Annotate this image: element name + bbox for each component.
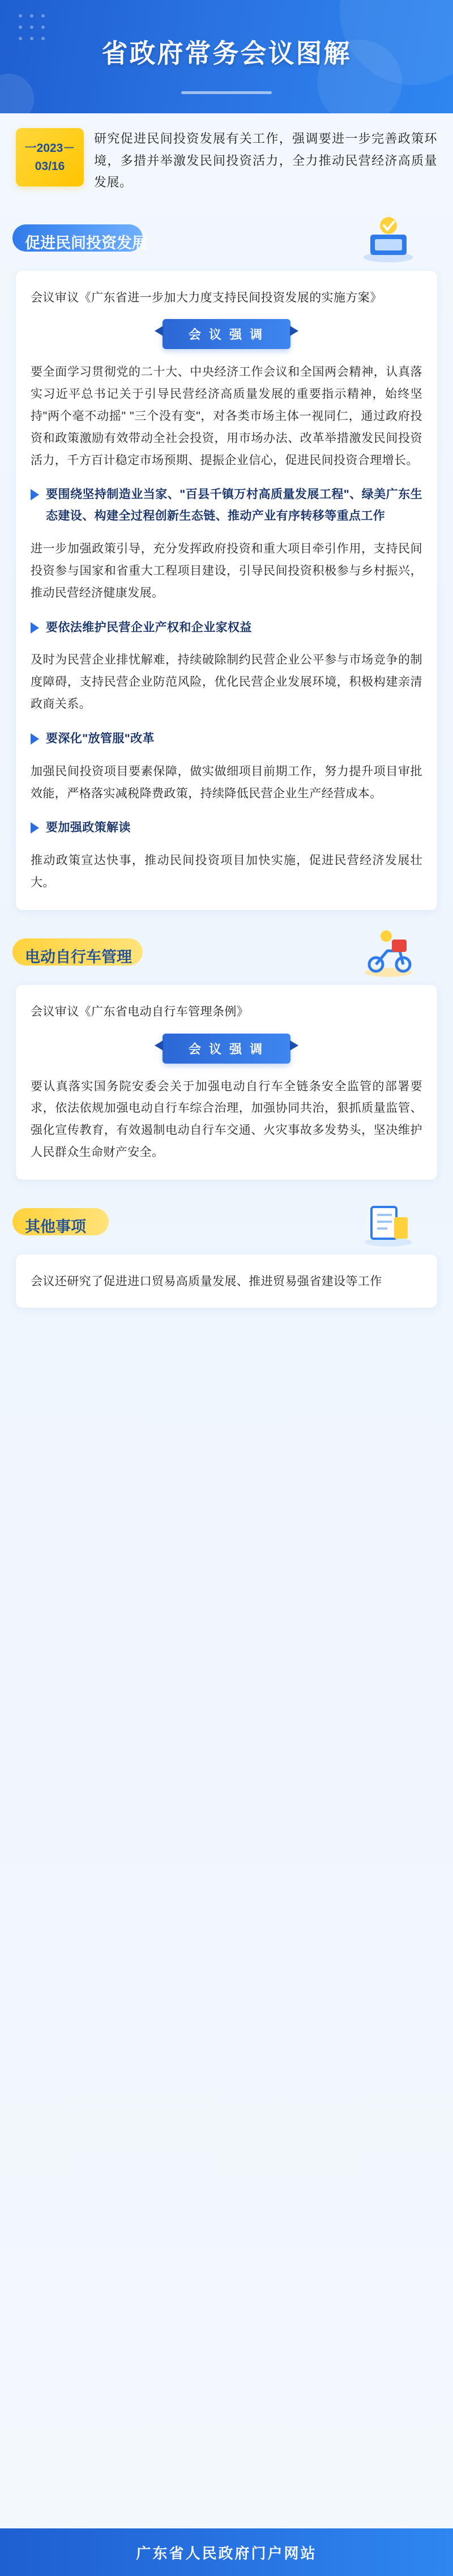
triangle-bullet-icon (31, 489, 39, 500)
bullet-text: 要依法维护民营企业产权和企业家权益 (46, 620, 252, 634)
intro-block (0, 113, 453, 216)
bullet-item (31, 484, 422, 527)
page-title: 省政府常务会议图解 (101, 39, 352, 68)
ribbon-wrapper (31, 319, 422, 349)
triangle-bullet-icon (31, 733, 39, 745)
triangle-bullet-icon (31, 622, 39, 634)
section-card (16, 985, 437, 1180)
page-header (0, 0, 453, 113)
review-line: 会议审议《广东省进一步加大力度支持民间投资发展的实施方案》 (31, 291, 382, 304)
section-heading (16, 937, 437, 977)
section-ebike-management (0, 937, 453, 1200)
emphasis-ribbon: 会 议 强 调 (163, 319, 290, 349)
section-heading (16, 223, 437, 263)
bullet-item (31, 817, 422, 839)
bullet-item (31, 728, 422, 750)
review-line: 会议还研究了促进进口贸易高质量发展、推进贸易强省建设等工作 (31, 1274, 382, 1288)
bottom-spacer (0, 1328, 453, 1391)
section-card (16, 1255, 437, 1308)
review-line: 会议审议《广东省电动自行车管理条例》 (31, 1005, 249, 1018)
paragraph: 推动政策宣达快事，推动民间投资项目加快实施，促进民营经济发展壮大。 (31, 854, 422, 889)
ribbon-wrapper (31, 1034, 422, 1064)
section-title: 其他事项 (25, 1218, 86, 1235)
paragraph: 要认真落实国务院安委会关于加强电动自行车全链条安全监管的部署要求，依法依规加强电动自行车综合治理，加强协同共治，狠抓质量监管、强化宣传教育，有效遏制电动自行车交通、火灾事故多发势头，坚决维护人民群众生命财产安全。 (31, 1079, 422, 1159)
triangle-bullet-icon (31, 822, 39, 834)
section-title: 促进民间投资发展 (25, 234, 147, 252)
page-footer: 广东省人民政府门户网站 (0, 2528, 453, 2576)
paragraph: 及时为民营企业排忧解难，持续破除制约民营企业公平参与市场竞争的制度障碍，支持民营企业防范风险，优化民营企业发展环境，积极构建亲清政商关系。 (31, 653, 422, 711)
section-other-matters (0, 1207, 453, 1328)
section-title: 电动自行车管理 (25, 948, 132, 966)
bullet-text: 要加强政策解读 (46, 821, 131, 835)
date-badge: 一2023－03/16 (16, 128, 84, 186)
bullet-text: 要深化"放管服"改革 (46, 732, 155, 745)
header-circle-decoration-3 (0, 74, 34, 113)
bullet-item (31, 617, 422, 639)
header-accent-bar (181, 91, 272, 94)
paragraph: 进一步加强政策引导，充分发挥政府投资和重大项目牵引作用，支持民间投资参与国家和省重大工程项目建设，引导民间投资积极参与乡村振兴，推动民营经济健康发展。 (31, 542, 422, 600)
intro-text: 研究促进民间投资发展有关工作，强调要进一步完善政策环境，多措并举激发民间投资活力，全力推动民营经济高质量发展。 (94, 131, 437, 189)
section-card (16, 271, 437, 910)
paragraph: 要全面学习贯彻党的二十大、中央经济工作会议和全国两会精神，认真落实习近平总书记关于引导民营经济高质量发展的重要指示精神，始终坚持"两个毫不动摇" "三个没有变"，对各类市场主体一视同仁，通过政府投资和政策激励有效带动全社会投资，用市场办法、改革举措激发民间投资活力，千方百计稳定市场预期、提振企业信心，促进民间投资合理增长。 (31, 365, 422, 467)
emphasis-ribbon: 会 议 强 调 (163, 1034, 290, 1064)
bullet-text: 要围绕坚持制造业当家、"百县千镇万村高质量发展工程"、绿美广东生态建设、构建全过程创新生态链、推动产业有序转移等重点工作 (46, 488, 422, 523)
section-heading (16, 1207, 437, 1247)
paragraph: 加强民间投资项目要素保障，做实做细项目前期工作，努力提升项目审批效能，严格落实减税降费政策，持续降低民营企业生产经营成本。 (31, 764, 422, 800)
section-promote-private-investment (0, 223, 453, 930)
